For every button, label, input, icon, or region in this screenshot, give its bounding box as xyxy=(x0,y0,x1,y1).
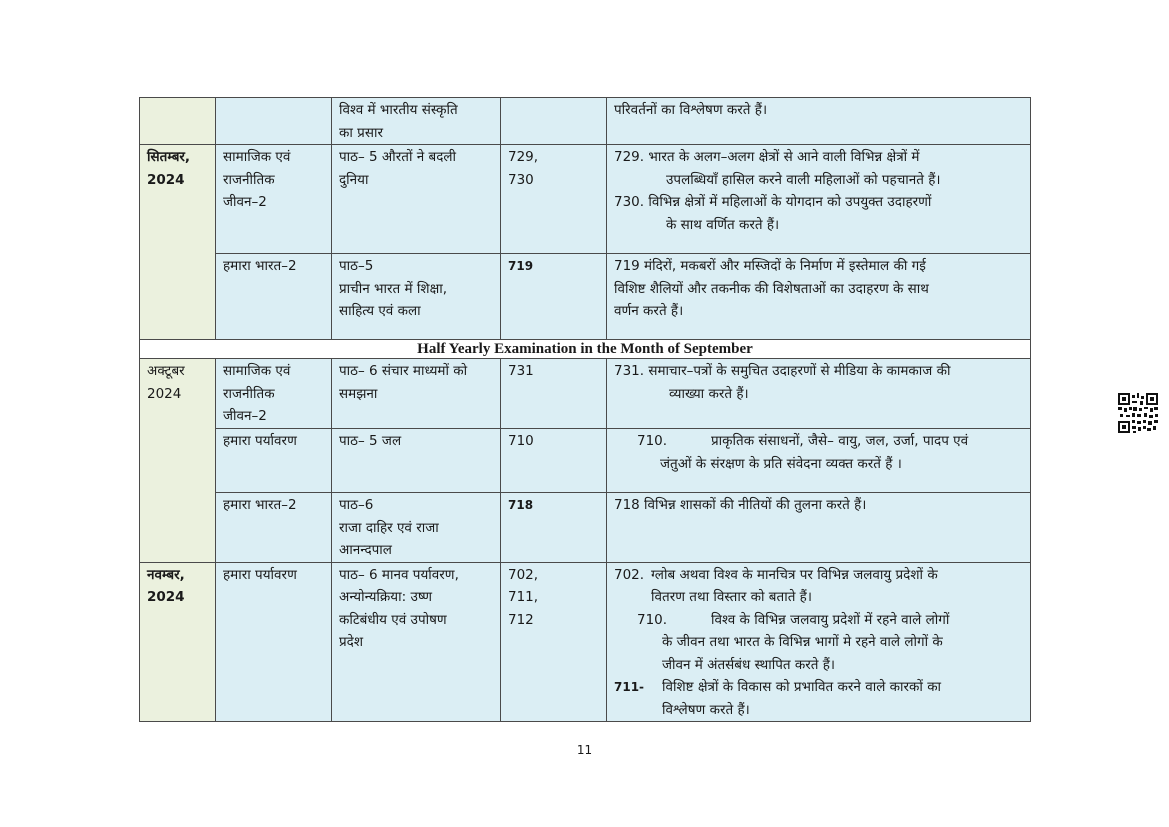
outcome-line: जीवन में अंतर्सबंध स्थापित करते हैं। xyxy=(662,656,836,673)
lesson-cell xyxy=(332,562,501,722)
outcome-number: 710. xyxy=(637,433,668,449)
code-line: 729, xyxy=(508,149,539,165)
code-cell xyxy=(501,562,607,722)
outcome-number: 702. xyxy=(614,566,645,583)
outcome-line xyxy=(614,609,1023,632)
table-row xyxy=(140,145,1031,254)
subject-line: राजनीतिक xyxy=(223,385,275,402)
lesson-cell xyxy=(332,254,501,340)
outcome-text: ग्लोब अथवा विश्व के मानचित्र पर विभिन्न जलवायु प्रदेशों के xyxy=(651,566,938,583)
outcome-cell xyxy=(607,98,1031,145)
outcome-line: विशिष्ट शैलियों और तकनीक की विशेषताओं का उदाहरण के साथ xyxy=(614,280,929,297)
outcome-line: 718 विभिन्न शासकों की नीतियों की तुलना करते हैं। xyxy=(614,497,867,513)
lesson-line: का प्रसार xyxy=(339,124,383,141)
outcome-number: 711- xyxy=(614,680,645,694)
table-row xyxy=(140,359,1031,429)
outcome-line: वितरण तथा विस्तार को बताते हैं। xyxy=(651,589,812,605)
month-cell xyxy=(140,98,216,145)
exam-separator-row xyxy=(140,340,1031,359)
year-label: 2024 xyxy=(147,385,182,402)
table-row xyxy=(140,429,1031,493)
outcome-cell xyxy=(607,254,1031,340)
table-row xyxy=(140,254,1031,340)
subject-line: सामाजिक एवं xyxy=(223,363,291,379)
lesson-line: अन्योन्यक्रिया: उष्ण xyxy=(339,589,432,605)
outcome-line: उपलब्धियाँ हासिल करने वाली महिलाओं को पहचानते हैं। xyxy=(666,171,941,188)
subject-line: जीवन–2 xyxy=(223,194,267,210)
lesson-line: पाठ– 5 औरतों ने बदली xyxy=(339,149,457,165)
subject-cell xyxy=(216,562,332,722)
lesson-line: पाठ– 6 संचार माध्यमों को xyxy=(339,363,468,379)
outcome-line: 731. समाचार–पत्रों के समुचित उदाहरणों से मीडिया के कामकाज की xyxy=(614,363,951,379)
month-cell xyxy=(140,145,216,340)
outcome-line xyxy=(614,676,1023,699)
code-cell xyxy=(501,254,607,340)
outcome-cell xyxy=(607,429,1031,493)
code-line: 731 xyxy=(508,363,534,379)
subject-cell xyxy=(216,493,332,563)
lesson-line: आनन्दपाल xyxy=(339,542,392,558)
outcome-line: विश्लेषण करते हैं। xyxy=(662,701,750,718)
lesson-line: दुनिया xyxy=(339,171,369,188)
code-line: 719 xyxy=(508,259,534,273)
lesson-line: राजा दाहिर एवं राजा xyxy=(339,519,439,536)
month-label: नवम्बर, xyxy=(147,566,185,583)
exam-separator: Half Yearly Examination in the Month of September xyxy=(140,340,1031,359)
subject-line: हमारा भारत–2 xyxy=(223,497,297,513)
subject-cell xyxy=(216,145,332,254)
lesson-line: विश्व में भारतीय संस्कृति xyxy=(339,102,458,118)
outcome-line xyxy=(614,564,1023,587)
outcome-line xyxy=(614,430,1023,453)
outcome-line: व्याख्या करते हैं। xyxy=(669,385,749,402)
subject-line: राजनीतिक xyxy=(223,171,275,188)
lesson-line: पाठ–5 xyxy=(339,258,374,274)
code-cell xyxy=(501,145,607,254)
code-line: 718 xyxy=(508,498,534,512)
code-cell xyxy=(501,98,607,145)
outcome-cell xyxy=(607,359,1031,429)
year-label: 2024 xyxy=(147,171,185,188)
subject-line: हमारा भारत–2 xyxy=(223,258,297,274)
subject-line: जीवन–2 xyxy=(223,408,267,424)
outcome-cell xyxy=(607,145,1031,254)
lesson-cell xyxy=(332,145,501,254)
month-cell xyxy=(140,562,216,722)
year-label: 2024 xyxy=(147,589,185,605)
subject-cell xyxy=(216,254,332,340)
lesson-line: पाठ– 5 जल xyxy=(339,433,402,449)
lesson-cell xyxy=(332,429,501,493)
lesson-line: प्राचीन भारत में शिक्षा, xyxy=(339,280,448,297)
outcome-line: 719 मंदिरों, मकबरों और मस्जिदों के निर्माण में इस्तेमाल की गई xyxy=(614,258,926,274)
outcome-line: जंतुओं के संरक्षण के प्रति संवेदना व्यक्त करतें हैं । xyxy=(660,455,902,472)
code-cell xyxy=(501,429,607,493)
lesson-cell xyxy=(332,493,501,563)
table-row xyxy=(140,493,1031,563)
code-line: 710 xyxy=(508,433,534,449)
qr-code-icon xyxy=(1118,393,1158,433)
outcome-line: के जीवन तथा भारत के विभिन्न भागों मे रहने वाले लोगों के xyxy=(662,634,943,650)
outcome-cell xyxy=(607,493,1031,563)
outcome-text: प्राकृतिक संसाधनों, जैसे– वायु, जल, उर्जा, पादप एवं xyxy=(711,433,969,449)
outcome-line: के साथ वर्णित करते हैं। xyxy=(666,216,780,233)
lesson-cell xyxy=(332,98,501,145)
lesson-line: पाठ–6 xyxy=(339,497,374,513)
code-cell xyxy=(501,493,607,563)
outcome-line: वर्णन करते हैं। xyxy=(614,303,684,319)
outcome-line: 730. विभिन्न क्षेत्रों में महिलाओं के योगदान को उपयुक्त उदाहरणों xyxy=(614,194,932,210)
code-line: 712 xyxy=(508,611,534,628)
subject-line: हमारा पर्यावरण xyxy=(223,566,297,583)
subject-cell xyxy=(216,359,332,429)
lesson-cell xyxy=(332,359,501,429)
outcome-number: 710. xyxy=(637,611,668,628)
outcome-line: परिवर्तनों का विश्लेषण करते हैं। xyxy=(614,102,768,118)
subject-line: हमारा पर्यावरण xyxy=(223,433,297,449)
month-label: सितम्बर, xyxy=(147,149,191,165)
month-cell xyxy=(140,359,216,563)
page-number: 11 xyxy=(576,743,593,757)
code-line: 711, xyxy=(508,589,539,605)
lesson-line: पाठ– 6 मानव पर्यावरण, xyxy=(339,566,459,583)
syllabus-table xyxy=(139,97,1031,722)
lesson-line: समझना xyxy=(339,385,378,402)
lesson-line: कटिबंधीय एवं उपोषण xyxy=(339,611,447,628)
lesson-line: प्रदेश xyxy=(339,634,364,650)
subject-line: सामाजिक एवं xyxy=(223,149,291,165)
lesson-line: साहित्य एवं कला xyxy=(339,303,421,319)
table-row xyxy=(140,562,1031,722)
outcome-text: विशिष्ट क्षेत्रों के विकास को प्रभावित करने वाले कारकों का xyxy=(662,679,942,695)
table-row xyxy=(140,98,1031,145)
subject-cell xyxy=(216,429,332,493)
code-line: 702, xyxy=(508,566,539,583)
month-label: अक्टूबर xyxy=(147,363,185,379)
code-line: 730 xyxy=(508,171,534,188)
outcome-cell xyxy=(607,562,1031,722)
outcome-text: विश्व के विभिन्न जलवायु प्रदेशों में रहने वाले लोगों xyxy=(711,611,950,628)
outcome-line: 729. भारत के अलग–अलग क्षेत्रों से आने वाली विभिन्न क्षेत्रों में xyxy=(614,149,920,165)
code-cell xyxy=(501,359,607,429)
subject-cell xyxy=(216,98,332,145)
